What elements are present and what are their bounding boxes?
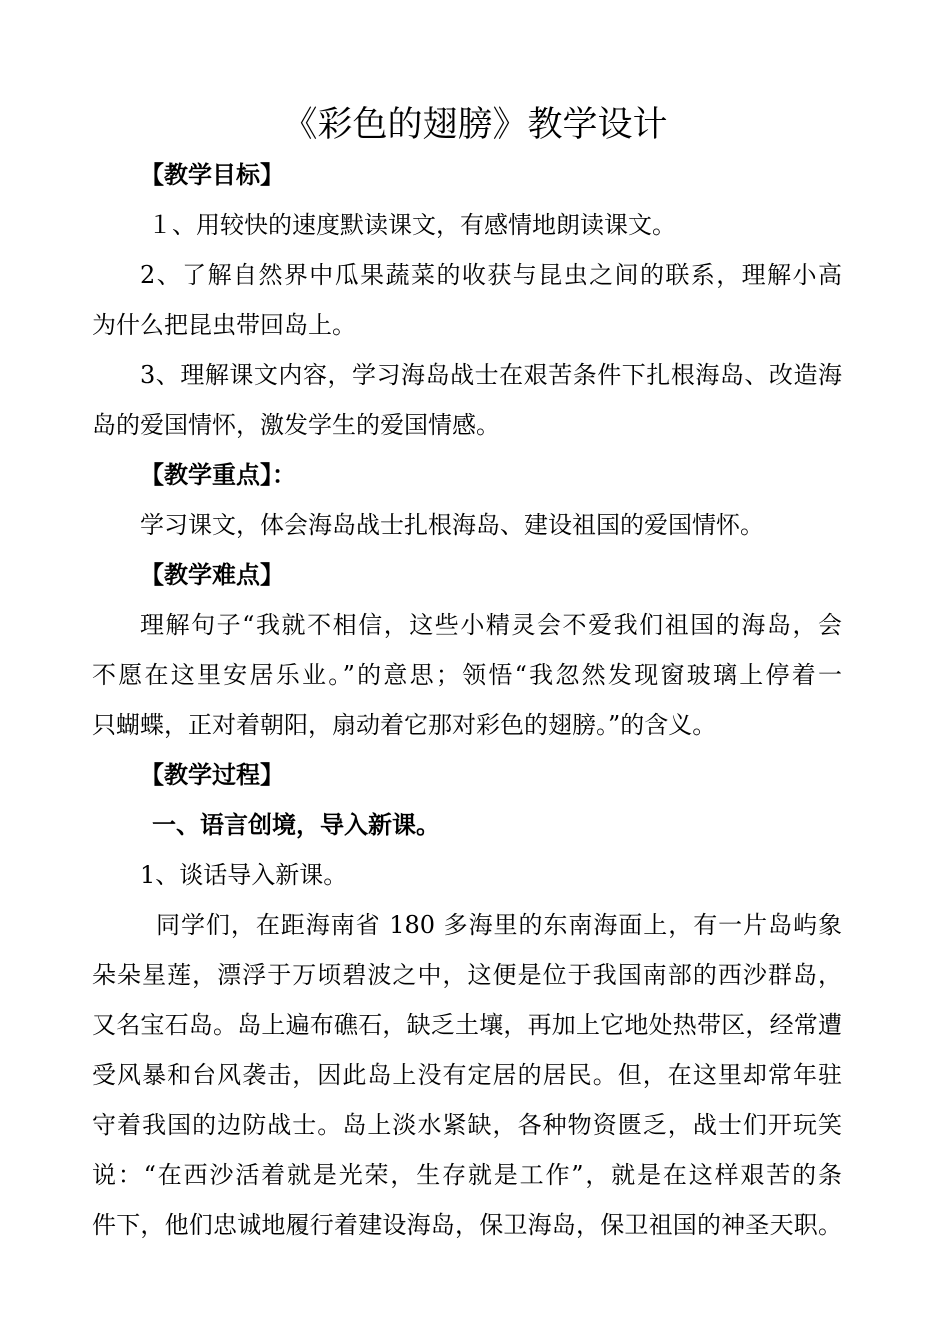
body-text-line: 学习课文，体会海岛战士扎根海岛、建设祖国的爱国情怀。 (140, 511, 764, 539)
section-heading: 【教学难点】 (140, 560, 284, 589)
body-text-line: 1、谈话导入新课。 (140, 861, 348, 889)
body-text-line: 同学们，在距海南省 180 多海里的东南海面上，有一片岛屿象 (156, 911, 842, 939)
section-heading: 【教学目标】 (140, 160, 284, 189)
body-text-line: １、用较快的速度默读课文，有感情地朗读课文。 (148, 211, 676, 239)
body-text-line: 不愿在这里安居乐业。”的意思；领悟“我忽然发现窗玻璃上停着一 (92, 661, 842, 689)
section-heading: 一、语言创境，导入新课。 (152, 810, 440, 839)
body-text-line: 件下，他们忠诚地履行着建设海岛，保卫海岛，保卫祖国的神圣天职。 (92, 1211, 842, 1239)
body-text-line: 又名宝石岛。岛上遍布礁石，缺乏土壤，再加上它地处热带区，经常遭 (92, 1011, 842, 1039)
body-text-line: 2、了解自然界中瓜果蔬菜的收获与昆虫之间的联系，理解小高 (140, 261, 842, 289)
body-text-line: 理解句子“我就不相信，这些小精灵会不爱我们祖国的海岛，会 (140, 611, 842, 639)
body-text-line: 3、理解课文内容，学习海岛战士在艰苦条件下扎根海岛、改造海 (140, 361, 842, 389)
body-text-line: 岛的爱国情怀，激发学生的爱国情感。 (92, 411, 500, 439)
section-heading: 【教学过程】 (140, 760, 284, 789)
document-title: 《彩色的翅膀》教学设计 (282, 105, 668, 145)
body-text-line: 守着我国的边防战士。岛上淡水紧缺，各种物资匮乏，战士们开玩笑 (92, 1111, 842, 1139)
body-text-line: 朵朵星莲，漂浮于万顷碧波之中，这便是位于我国南部的西沙群岛， (92, 961, 842, 989)
body-text-line: 只蝴蝶，正对着朝阳，扇动着它那对彩色的翅膀。”的含义。 (92, 711, 717, 739)
body-text-line: 为什么把昆虫带回岛上。 (92, 311, 356, 339)
section-heading: 【教学重点】： (140, 460, 296, 489)
body-text-line: 受风暴和台风袭击，因此岛上没有定居的居民。但，在这里却常年驻 (92, 1061, 842, 1089)
body-text-line: 说：“在西沙活着就是光荣，生存就是工作”，就是在这样艰苦的条 (92, 1161, 842, 1189)
